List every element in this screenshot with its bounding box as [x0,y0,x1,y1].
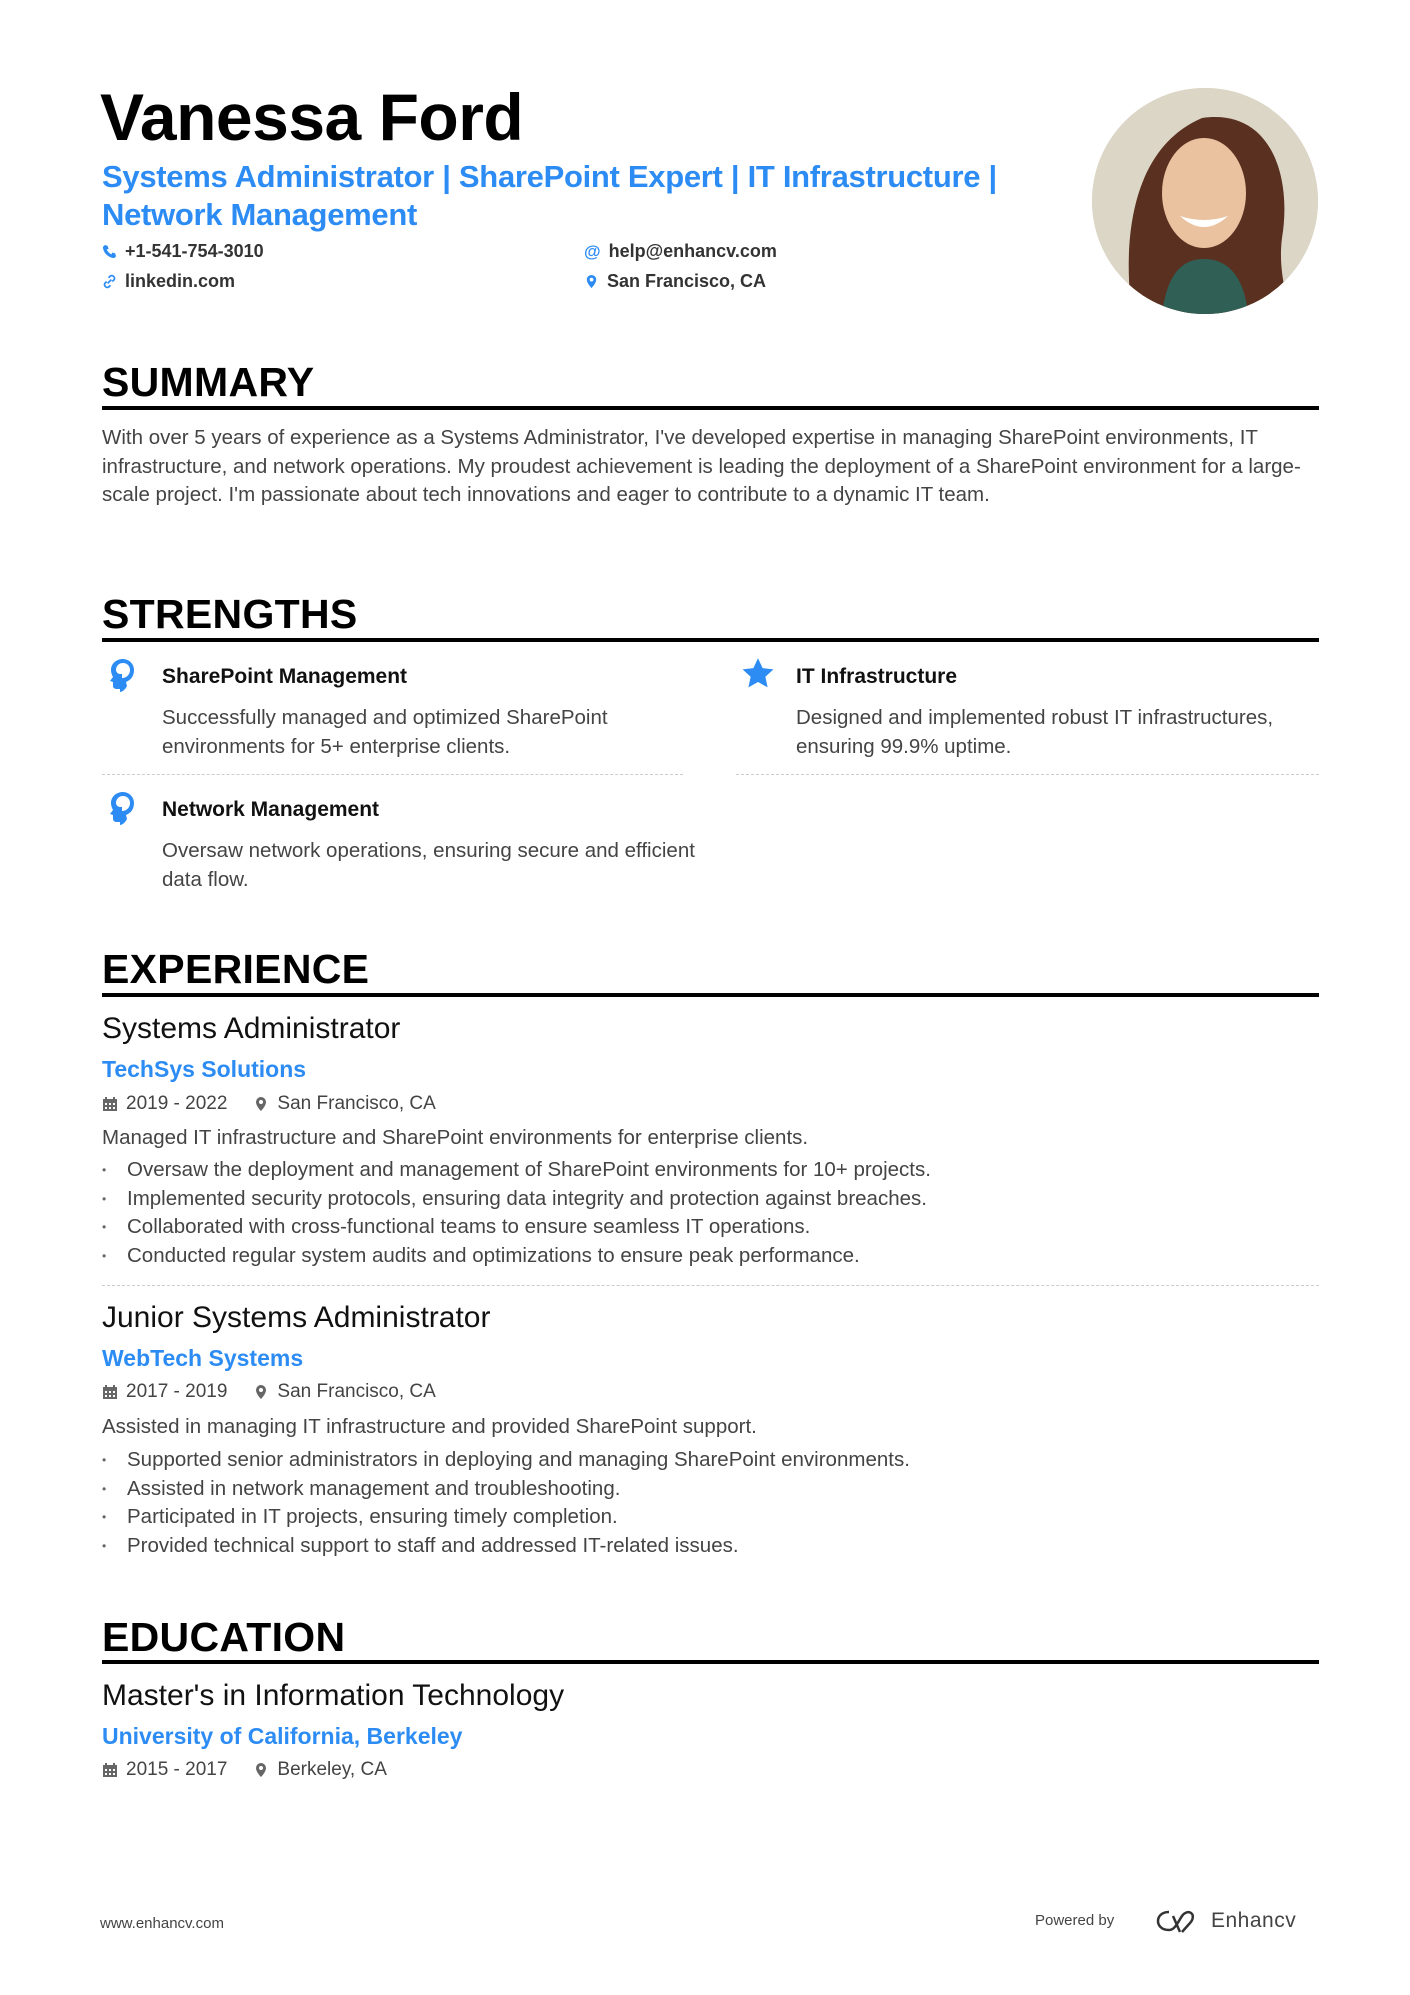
strength-desc: Designed and implemented robust IT infrastructures, ensuring 99.9% uptime. [796,706,1274,758]
job-meta [102,1381,436,1403]
enhancv-logo[interactable] [1155,1908,1296,1934]
contact-email[interactable] [584,241,777,262]
headline: Systems Administrator | SharePoint Expert | IT Infrastructure | Network Management [102,159,997,232]
bullet-item: • Participated in IT projects, ensuring timely completion. [102,1503,910,1532]
bullet-item: • Collaborated with cross-functional teams to ensure seamless IT operations. [102,1213,931,1242]
location-pin-icon [253,1762,269,1778]
bullet-item: • Conducted regular system audits and optimizations to ensure peak performance. [102,1242,931,1271]
section-divider [102,638,1319,642]
phone-icon [102,244,117,259]
degree-title: Master's in Information Technology [102,1679,565,1712]
section-divider [102,1660,1319,1664]
calendar-icon [102,1096,118,1112]
contact-location [584,271,766,292]
summary-text: With over 5 years of experience as a Systems Administrator, I've developed expertise in managing SharePoint environments, IT infrastructure, and network operations. My proudest achievement is leading the deployment of a SharePoint environment for a large-scale project. I'm passionate about tech innovations and eager to contribute to a dynamic IT team. [102,426,1301,507]
strength-title: IT Infrastructure [796,665,958,688]
bullet-item: • Provided technical support to staff and addressed IT-related issues. [102,1532,910,1561]
head-icon [108,658,138,692]
divider [102,774,683,775]
location-pin-icon [253,1096,269,1112]
bullet-item: • Assisted in network management and troubleshooting. [102,1475,910,1504]
education-heading: EDUCATION [102,1614,346,1660]
job-title: Systems Administrator [102,1012,401,1045]
location-pin-icon [584,274,599,289]
candidate-name: Vanessa Ford [100,80,524,154]
divider [736,774,1319,775]
bullet-item: • Oversaw the deployment and management of SharePoint environments for 10+ projects. [102,1156,931,1185]
education-meta [102,1759,387,1781]
profile-photo [1092,88,1318,314]
at-icon: @ [584,241,601,261]
strength-desc: Successfully managed and optimized SharePoint environments for 5+ enterprise clients. [162,706,608,758]
phone-text: +1-541-754-3010 [125,241,264,261]
location-pin-icon [253,1384,269,1400]
linkedin-link[interactable]: linkedin.com [125,271,236,291]
job-meta [102,1093,436,1115]
contact-phone [102,241,264,262]
strength-title: Network Management [162,798,380,821]
head-icon [108,791,138,825]
job-dates: 2019 - 2022 [126,1093,228,1114]
job-title: Junior Systems Administrator [102,1301,491,1334]
company-name[interactable]: WebTech Systems [102,1345,304,1371]
education-location: Berkeley, CA [277,1759,387,1780]
footer-site-link[interactable]: www.enhancv.com [100,1915,224,1932]
divider [102,1285,1319,1286]
powered-by-label: Powered by [1035,1912,1115,1929]
calendar-icon [102,1762,118,1778]
company-name[interactable]: TechSys Solutions [102,1056,307,1082]
job-desc: Assisted in managing IT infrastructure and provided SharePoint support. [102,1415,757,1438]
star-icon [740,656,776,697]
experience-heading: EXPERIENCE [102,946,370,992]
strength-title: SharePoint Management [162,665,408,688]
job-bullets [102,1156,931,1271]
strength-item [108,658,138,697]
contact-link[interactable] [102,271,235,292]
job-location: San Francisco, CA [277,1093,436,1114]
enhancv-wordmark: Enhancv [1211,1909,1297,1932]
job-bullets [102,1446,910,1561]
school-name[interactable]: University of California, Berkeley [102,1723,463,1749]
strengths-heading: STRENGTHS [102,591,358,637]
calendar-icon [102,1384,118,1400]
enhancv-logo-icon [1155,1908,1201,1934]
section-divider [102,406,1319,410]
section-divider [102,993,1319,997]
job-dates: 2017 - 2019 [126,1381,228,1402]
job-desc: Managed IT infrastructure and SharePoint environments for enterprise clients. [102,1126,809,1149]
location-text: San Francisco, CA [607,271,767,291]
email-link[interactable]: help@enhancv.com [608,241,777,261]
bullet-item: • Implemented security protocols, ensuring data integrity and protection against breaches. [102,1185,931,1214]
education-dates: 2015 - 2017 [126,1759,228,1780]
strength-desc: Oversaw network operations, ensuring secure and efficient data flow. [162,839,695,891]
link-icon [102,274,117,289]
bullet-item: • Supported senior administrators in deploying and managing SharePoint environments. [102,1446,910,1475]
summary-heading: SUMMARY [102,359,315,405]
job-location: San Francisco, CA [277,1381,436,1402]
